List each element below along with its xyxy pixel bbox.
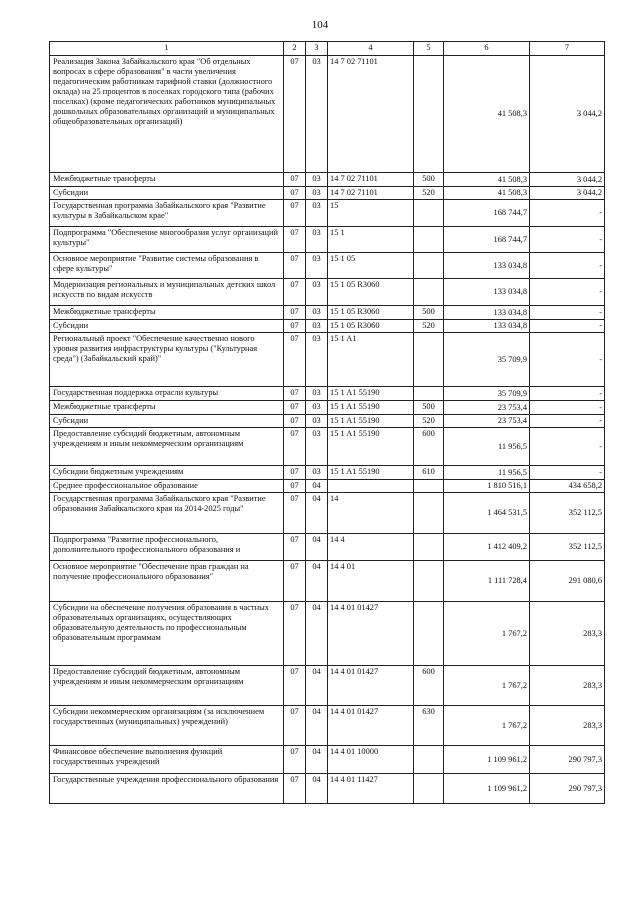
table-cell: 07 <box>284 666 306 706</box>
table-cell: 1 111 728,4 <box>444 561 530 602</box>
table-cell: 04 <box>306 493 328 534</box>
table-cell: 1 810 516,1 <box>444 480 530 493</box>
table-cell: 15 1 <box>328 227 414 253</box>
row-label: Субсидии <box>50 415 284 428</box>
table-row <box>50 306 605 320</box>
table-cell: 07 <box>284 387 306 401</box>
table-cell: 14 4 <box>328 534 414 561</box>
table-cell <box>414 200 444 227</box>
table-cell <box>414 387 444 401</box>
table-cell: 07 <box>284 774 306 804</box>
table-cell: 07 <box>284 401 306 415</box>
table-cell: 133 034,8 <box>444 253 530 279</box>
table-cell: 07 <box>284 200 306 227</box>
table-cell: 07 <box>284 320 306 333</box>
table-cell: 07 <box>284 428 306 466</box>
table-row <box>50 200 605 227</box>
table-cell: - <box>530 227 605 253</box>
table-cell: 610 <box>414 466 444 480</box>
table-row <box>50 387 605 401</box>
table-row <box>50 602 605 666</box>
table-cell: 04 <box>306 706 328 746</box>
table-row <box>50 666 605 706</box>
row-label: Межбюджетные трансферты <box>50 306 284 320</box>
table-cell: 07 <box>284 306 306 320</box>
row-label: Основное мероприятие "Развитие системы образования в сфере культуры" <box>50 253 284 279</box>
row-label: Предоставление субсидий бюджетным, автономным учреждениям и иным некоммерческим организациям <box>50 428 284 466</box>
table-cell: 600 <box>414 428 444 466</box>
table-cell: 500 <box>414 306 444 320</box>
table-cell: - <box>530 253 605 279</box>
table-cell: - <box>530 387 605 401</box>
table-cell: 15 1 05 R3060 <box>328 320 414 333</box>
table-row <box>50 561 605 602</box>
table-cell: 07 <box>284 333 306 387</box>
table-cell <box>414 774 444 804</box>
table-row <box>50 480 605 493</box>
table-cell: 14 4 01 01427 <box>328 706 414 746</box>
table-cell: 15 1 A1 55190 <box>328 415 414 428</box>
page-number: 104 <box>311 19 329 31</box>
table-cell: 434 658,2 <box>530 480 605 493</box>
table-cell: 03 <box>306 253 328 279</box>
table-row <box>50 187 605 200</box>
table-cell: 133 034,8 <box>444 306 530 320</box>
table-cell: 03 <box>306 387 328 401</box>
table-cell: 1 109 961,2 <box>444 746 530 774</box>
table-cell: - <box>530 200 605 227</box>
table-cell: 3 044,2 <box>530 173 605 187</box>
table-cell <box>414 56 444 173</box>
table-cell: 500 <box>414 173 444 187</box>
table-cell: 1 767,2 <box>444 666 530 706</box>
column-header: 2 <box>284 42 306 56</box>
table-cell: 07 <box>284 466 306 480</box>
table-cell: 03 <box>306 466 328 480</box>
table-cell: 15 1 A1 55190 <box>328 401 414 415</box>
table-cell: 23 753,4 <box>444 415 530 428</box>
table-cell: 520 <box>414 320 444 333</box>
table-cell: 07 <box>284 56 306 173</box>
table-cell: 520 <box>414 415 444 428</box>
table-cell: 07 <box>284 187 306 200</box>
table-cell <box>414 561 444 602</box>
table-cell: 1 109 961,2 <box>444 774 530 804</box>
table-cell: - <box>530 306 605 320</box>
table-cell: 07 <box>284 706 306 746</box>
table-cell: 1 464 531,5 <box>444 493 530 534</box>
table-cell: 15 1 05 <box>328 253 414 279</box>
table-cell: 41 508,3 <box>444 187 530 200</box>
row-label: Государственные учреждения профессионального образования <box>50 774 284 804</box>
table-cell: 07 <box>284 415 306 428</box>
table-cell: 03 <box>306 401 328 415</box>
column-header: 7 <box>530 42 605 56</box>
table-cell: 1 767,2 <box>444 706 530 746</box>
table-cell: 03 <box>306 320 328 333</box>
row-label: Субсидии <box>50 187 284 200</box>
table-cell: 15 1 A1 55190 <box>328 428 414 466</box>
row-label: Региональный проект "Обеспечение качественно нового уровня развития инфраструктуры культуры ("Культурная среда") (Забайкальский край)" <box>50 333 284 387</box>
table-cell: 07 <box>284 480 306 493</box>
table-cell: 1 767,2 <box>444 602 530 666</box>
table-cell: 630 <box>414 706 444 746</box>
row-label: Предоставление субсидий бюджетным, автономным учреждениям и иным некоммерческим организациям <box>50 666 284 706</box>
table-cell: 07 <box>284 746 306 774</box>
table-cell: 35 709,9 <box>444 333 530 387</box>
table-cell: 14 4 01 01427 <box>328 602 414 666</box>
column-header: 6 <box>444 42 530 56</box>
table-row <box>50 774 605 804</box>
table-row <box>50 333 605 387</box>
table-cell: 291 080,6 <box>530 561 605 602</box>
table-cell: 14 7 02 71101 <box>328 187 414 200</box>
row-label: Государственная программа Забайкальского края "Развитие образования Забайкальского края на 2014-2025 годы" <box>50 493 284 534</box>
table-cell <box>414 279 444 306</box>
table-cell: 352 112,5 <box>530 493 605 534</box>
row-label: Финансовое обеспечение выполнения функций государственных учреждений <box>50 746 284 774</box>
table-cell: - <box>530 333 605 387</box>
row-label: Межбюджетные трансферты <box>50 401 284 415</box>
table-cell: 07 <box>284 561 306 602</box>
table-cell: 14 4 01 10000 <box>328 746 414 774</box>
table-cell: 283,3 <box>530 602 605 666</box>
table-cell: 15 1 05 R3060 <box>328 279 414 306</box>
table-cell: 07 <box>284 493 306 534</box>
table-cell: 15 1 05 R3060 <box>328 306 414 320</box>
table-cell: 04 <box>306 480 328 493</box>
row-label: Подпрограмма "Обеспечение многообразия услуг организаций культуры" <box>50 227 284 253</box>
row-label: Государственная программа Забайкальского края "Развитие культуры в Забайкальском крае" <box>50 200 284 227</box>
budget-table <box>49 41 605 804</box>
table-row <box>50 493 605 534</box>
table-cell: 168 744,7 <box>444 200 530 227</box>
table-row <box>50 401 605 415</box>
table-cell: 14 4 01 <box>328 561 414 602</box>
row-label: Подпрограмма "Развитие профессионального, дополнительного профессионального образования и <box>50 534 284 561</box>
table-cell: 04 <box>306 602 328 666</box>
table-cell: 500 <box>414 401 444 415</box>
table-cell: 168 744,7 <box>444 227 530 253</box>
table-cell: 14 <box>328 493 414 534</box>
table-row <box>50 253 605 279</box>
column-header: 4 <box>328 42 414 56</box>
table-cell <box>414 333 444 387</box>
table-cell <box>328 480 414 493</box>
row-label: Модернизация региональных и муниципальных детских школ искусств по видам искусств <box>50 279 284 306</box>
table-cell: 07 <box>284 602 306 666</box>
table-cell: 04 <box>306 774 328 804</box>
table-cell: 03 <box>306 56 328 173</box>
row-label: Субсидии некоммерческим организациям (за исключением государственных (муниципальных) учреждений) <box>50 706 284 746</box>
row-label: Межбюджетные трансферты <box>50 173 284 187</box>
table-cell: 03 <box>306 173 328 187</box>
row-label: Субсидии бюджетным учреждениям <box>50 466 284 480</box>
table-cell: 03 <box>306 428 328 466</box>
row-label: Среднее профессиональное образование <box>50 480 284 493</box>
table-cell <box>414 534 444 561</box>
table-cell: 3 044,2 <box>530 56 605 173</box>
table-cell: 15 <box>328 200 414 227</box>
table-cell: 290 797,3 <box>530 774 605 804</box>
table-cell: 04 <box>306 666 328 706</box>
table-cell: 03 <box>306 187 328 200</box>
table-cell: 03 <box>306 227 328 253</box>
table-cell: 07 <box>284 253 306 279</box>
table-cell: - <box>530 401 605 415</box>
table-row <box>50 320 605 333</box>
table-cell <box>414 253 444 279</box>
table-cell: 290 797,3 <box>530 746 605 774</box>
table-cell: 07 <box>284 279 306 306</box>
table-cell: 03 <box>306 415 328 428</box>
table-cell <box>414 227 444 253</box>
table-row <box>50 534 605 561</box>
column-header: 5 <box>414 42 444 56</box>
table-row <box>50 279 605 306</box>
column-header: 1 <box>50 42 284 56</box>
table-cell: 35 709,9 <box>444 387 530 401</box>
table-row <box>50 706 605 746</box>
table-cell: 41 508,3 <box>444 173 530 187</box>
table-row <box>50 746 605 774</box>
table-cell <box>414 602 444 666</box>
column-number-row <box>50 42 605 56</box>
table-cell: 07 <box>284 534 306 561</box>
table-cell: 04 <box>306 534 328 561</box>
table-row <box>50 56 605 173</box>
table-cell: 14 7 02 71101 <box>328 173 414 187</box>
table-cell: 41 508,3 <box>444 56 530 173</box>
table-cell: 15 1 A1 55190 <box>328 387 414 401</box>
table-cell: 03 <box>306 333 328 387</box>
table-cell: 15 1 A1 55190 <box>328 466 414 480</box>
table-cell: 11 956,5 <box>444 466 530 480</box>
table-cell: - <box>530 466 605 480</box>
table-cell: 133 034,8 <box>444 279 530 306</box>
table-cell: 07 <box>284 227 306 253</box>
table-cell: 3 044,2 <box>530 187 605 200</box>
table-cell: 03 <box>306 306 328 320</box>
table-cell: 14 4 01 01427 <box>328 666 414 706</box>
table-cell: - <box>530 279 605 306</box>
table-cell: 23 753,4 <box>444 401 530 415</box>
table-row <box>50 173 605 187</box>
table-cell: 14 7 02 71101 <box>328 56 414 173</box>
table-row <box>50 428 605 466</box>
table-cell: 07 <box>284 173 306 187</box>
table-cell: 600 <box>414 666 444 706</box>
row-label: Государственная поддержка отрасли культуры <box>50 387 284 401</box>
table-cell <box>414 480 444 493</box>
row-label: Субсидии на обеспечение получения образования в частных образовательных организациях, осуществляющих образовательную деятельность по профессиональным образовательным программам <box>50 602 284 666</box>
table-row <box>50 227 605 253</box>
table-cell: 04 <box>306 746 328 774</box>
table-cell: 352 112,5 <box>530 534 605 561</box>
table-cell: 04 <box>306 561 328 602</box>
table-cell: - <box>530 428 605 466</box>
table-cell: 1 412 409,2 <box>444 534 530 561</box>
table-cell <box>414 493 444 534</box>
column-header: 3 <box>306 42 328 56</box>
table-cell <box>414 746 444 774</box>
table-cell: 283,3 <box>530 706 605 746</box>
table-cell: 283,3 <box>530 666 605 706</box>
table-cell: 133 034,8 <box>444 320 530 333</box>
table-cell: 14 4 01 11427 <box>328 774 414 804</box>
table-cell: - <box>530 415 605 428</box>
table-cell: 11 956,5 <box>444 428 530 466</box>
row-label: Реализация Закона Забайкальского края "Об отдельных вопросах в сфере образования" в части увеличения педагогическим работникам тарифной ставки (должностного оклада) на 25 процентов в поселках городского типа (рабочих поселках) (кроме педагогических работников муниципальных дошкольных образовательных организаций и муниципальных общеобразовательных организаций) <box>50 56 284 173</box>
table-cell: 03 <box>306 279 328 306</box>
row-label: Субсидии <box>50 320 284 333</box>
table-row <box>50 466 605 480</box>
table-row <box>50 415 605 428</box>
table-cell: 15 1 A1 <box>328 333 414 387</box>
table-cell: 520 <box>414 187 444 200</box>
table-cell: - <box>530 320 605 333</box>
table-cell: 03 <box>306 200 328 227</box>
row-label: Основное мероприятие "Обеспечение прав граждан на получение профессионального образования" <box>50 561 284 602</box>
